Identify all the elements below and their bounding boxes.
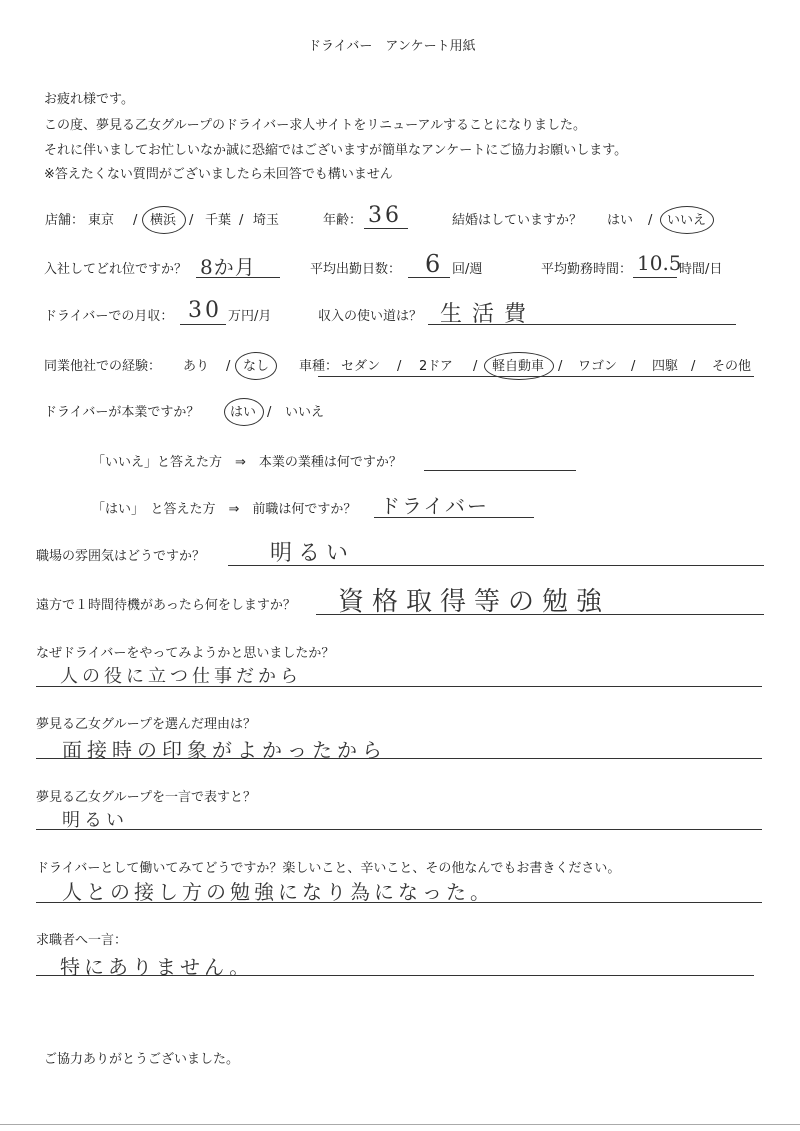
- work-hours-unit: 時間/日: [679, 262, 723, 277]
- car-option-kei[interactable]: 軽自動車: [492, 359, 545, 374]
- if-no-label: 「いいえ」と答えた方 ⇒ 本業の業種は何ですか？: [92, 455, 402, 470]
- why-group-underline: [36, 758, 762, 759]
- intro-note: ※答えたくない質問がございましたら未回答でも構いません: [44, 167, 393, 182]
- work-hours-underline: [633, 277, 677, 278]
- one-word-label: 夢見る乙女グループを一言で表すと？: [36, 790, 256, 805]
- message-answer[interactable]: 特にありません。: [60, 955, 254, 979]
- usage-underline: [428, 324, 736, 325]
- closing-text: ご協力ありがとうございました。: [44, 1052, 240, 1067]
- if-yes-label: 「はい」 と答えた方 ⇒ 前職は何ですか？: [92, 502, 357, 517]
- age-label: 年齢：: [323, 213, 363, 228]
- income-answer[interactable]: 30: [188, 298, 222, 323]
- page-edge: [0, 1124, 800, 1125]
- tenure-answer[interactable]: 8か月: [200, 255, 256, 279]
- intro-greeting: お疲れ様です。: [44, 92, 134, 107]
- main-job-no[interactable]: いいえ: [285, 405, 325, 420]
- age-answer[interactable]: 36: [368, 203, 402, 228]
- if-no-underline: [424, 470, 576, 471]
- separator: /: [189, 213, 194, 228]
- why-driver-underline: [36, 686, 762, 687]
- waiting-underline: [316, 614, 764, 615]
- why-group-answer[interactable]: 面接時の印象がよかったから: [62, 738, 387, 762]
- store-option-saitama[interactable]: 埼玉: [253, 213, 280, 228]
- car-option-4wd[interactable]: 四駆: [652, 359, 679, 374]
- tenure-label: 入社してどれ位ですか？: [44, 262, 188, 277]
- atmosphere-answer[interactable]: 明るい: [270, 541, 355, 566]
- work-days-answer[interactable]: 6: [425, 250, 444, 278]
- store-option-yokohama[interactable]: 横浜: [150, 213, 177, 228]
- work-hours-answer[interactable]: 10.5: [637, 251, 682, 275]
- intro-line: それに伴いましてお忙しいなか誠に恐縮ではございますが簡単なアンケートにご協力お願いします。: [44, 143, 628, 158]
- work-experience-underline: [36, 902, 762, 903]
- work-hours-label: 平均勤務時間：: [541, 262, 633, 277]
- separator: /: [226, 359, 231, 374]
- separator: /: [397, 359, 402, 374]
- main-job-yes[interactable]: はい: [230, 405, 257, 420]
- selected-circle: [142, 206, 186, 234]
- selected-circle: [235, 352, 277, 380]
- store-option-tokyo[interactable]: 東京: [88, 213, 115, 228]
- car-option-2door[interactable]: 2ドア: [419, 359, 453, 374]
- separator: /: [239, 213, 244, 228]
- married-no[interactable]: いいえ: [667, 213, 707, 228]
- usage-answer[interactable]: 生活費: [440, 302, 537, 327]
- if-yes-answer[interactable]: ドライバー: [380, 494, 489, 518]
- store-option-chiba[interactable]: 千葉: [205, 213, 232, 228]
- message-underline: [36, 975, 754, 976]
- why-driver-answer[interactable]: 人の役に立つ仕事だから: [60, 666, 302, 687]
- why-group-label: 夢見る乙女グループを選んだ理由は？: [36, 717, 256, 732]
- one-word-answer[interactable]: 明るい: [62, 810, 128, 831]
- work-days-unit: 回/週: [452, 262, 483, 277]
- message-label: 求職者へ一言：: [36, 933, 128, 948]
- atmosphere-underline: [228, 565, 764, 566]
- tenure-underline: [196, 277, 280, 278]
- selected-circle: [660, 206, 714, 234]
- experience-no[interactable]: なし: [243, 359, 270, 374]
- car-underline: [318, 376, 754, 377]
- waiting-label: 遠方で１時間待機があったら何をしますか？: [36, 598, 296, 613]
- separator: /: [691, 359, 696, 374]
- income-label: ドライバーでの月収：: [44, 309, 174, 324]
- car-option-sedan[interactable]: セダン: [341, 359, 381, 374]
- why-driver-label: なぜドライバーをやってみようかと思いましたか？: [36, 646, 335, 661]
- atmosphere-label: 職場の雰囲気はどうですか？: [36, 549, 206, 564]
- separator: /: [631, 359, 636, 374]
- income-unit: 万円/月: [228, 309, 272, 324]
- intro-line: この度、夢見る乙女グループのドライバー求人サイトをリニューアルすることになりました。: [44, 118, 586, 133]
- work-experience-answer[interactable]: 人との接し方の勉強になり為になった。: [62, 880, 494, 904]
- separator: /: [648, 213, 653, 228]
- car-option-other[interactable]: その他: [712, 359, 752, 374]
- experience-yes[interactable]: あり: [183, 359, 210, 374]
- married-label: 結婚はしていますか？: [452, 213, 583, 228]
- work-days-underline: [408, 277, 450, 278]
- separator: /: [133, 213, 138, 228]
- waiting-answer[interactable]: 資格取得等の勉強: [338, 587, 611, 617]
- experience-label: 同業他社での経験：: [44, 359, 162, 374]
- store-label: 店舗：: [45, 213, 85, 228]
- separator: /: [267, 405, 272, 420]
- usage-label: 収入の使い道は？: [318, 309, 423, 324]
- married-yes[interactable]: はい: [607, 213, 634, 228]
- work-experience-label: ドライバーとして働いてみてどうですか？楽しいこと、辛いこと、その他なんでもお書きください。: [36, 861, 621, 876]
- work-days-label: 平均出勤日数：: [310, 262, 402, 277]
- separator: /: [473, 359, 478, 374]
- if-yes-underline: [374, 517, 534, 518]
- main-job-label: ドライバーが本業ですか？: [44, 405, 200, 420]
- page-title: ドライバー アンケート用紙: [308, 39, 476, 54]
- car-label: 車種：: [299, 359, 339, 374]
- age-underline: [364, 228, 408, 229]
- car-option-wagon[interactable]: ワゴン: [578, 359, 618, 374]
- selected-circle: [224, 398, 264, 426]
- income-underline: [180, 324, 226, 325]
- separator: /: [558, 359, 563, 374]
- one-word-underline: [36, 829, 762, 830]
